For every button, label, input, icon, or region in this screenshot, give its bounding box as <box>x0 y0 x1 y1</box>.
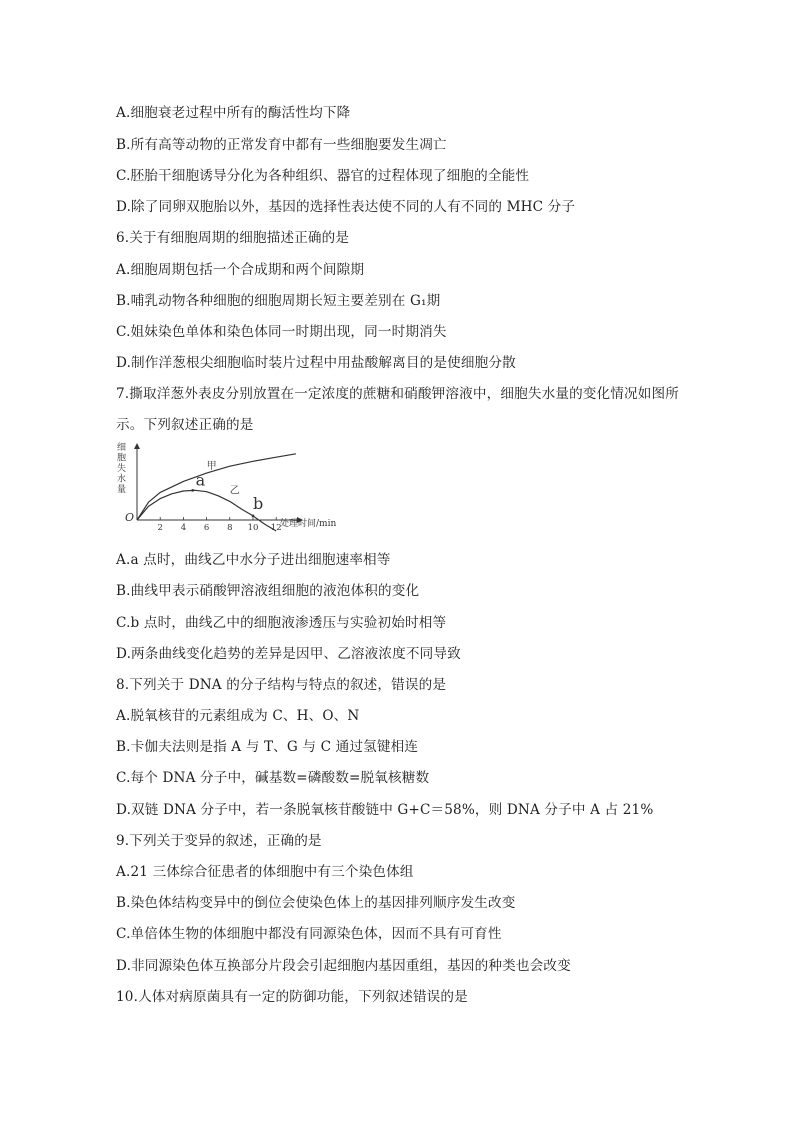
x-tick-label: 2 <box>157 523 163 533</box>
series-label-1: 甲 <box>206 461 217 473</box>
q9-option-a: A.21 三体综合征患者的体细胞中有三个染色体组 <box>116 864 414 880</box>
point-label-a: a <box>195 470 206 490</box>
q8-option-b: B.卡伽夫法则是指 A 与 T、G 与 C 通过氢键相连 <box>116 739 419 755</box>
q8-option-a: A.脱氧核苷的元素组成为 C、H、O、N <box>116 708 360 724</box>
water-loss-chart <box>112 438 362 533</box>
x-axis-label: 处理时间/min <box>280 519 337 529</box>
series-label-2: 乙 <box>229 485 240 497</box>
q6-option-b: B.哺乳动物各种细胞的细胞周期长短主要差别在 G₁期 <box>116 293 441 309</box>
q6-option-c: C.姐妹染色单体和染色体同一时期出现，同一时期消失 <box>116 324 447 340</box>
q7-stem-line2: 示。下列叙述正确的是 <box>116 417 254 433</box>
y-axis-label <box>117 442 126 495</box>
q5-option-a: A.细胞衰老过程中所有的酶活性均下降 <box>116 105 351 121</box>
x-tick-label: 10 <box>247 523 259 533</box>
q9-option-d: D.非同源染色体互换部分片段会引起细胞内基因重组，基因的种类也会改变 <box>116 958 571 974</box>
q7-option-b: B.曲线甲表示硝酸钾溶液组细胞的液泡体积的变化 <box>116 583 420 599</box>
q6-option-a: A.细胞周期包括一个合成期和两个间隙期 <box>116 262 365 278</box>
x-tick-label: 6 <box>203 523 210 533</box>
q7-option-d: D.两条曲线变化趋势的差异是因甲、乙溶液浓度不同导致 <box>116 646 461 662</box>
q9-option-b: B.染色体结构变异中的倒位会使染色体上的基因排列顺序发生改变 <box>116 895 516 911</box>
q8-stem: 8.下列关于 DNA 的分子结构与特点的叙述，错误的是 <box>116 677 447 693</box>
q8-option-c: C.每个 DNA 分子中，碱基数=磷酸数=脱氧核糖数 <box>116 770 430 786</box>
q8-option-d: D.双链 DNA 分子中，若一条脱氧核苷酸链中 G+C＝58%，则 DNA 分子中 A 占 21% <box>116 802 654 818</box>
q6-option-d: D.制作洋葱根尖细胞临时装片过程中用盐酸解离目的是使细胞分散 <box>116 355 516 371</box>
q7-option-a: A.a 点时，曲线乙中水分子进出细胞速率相等 <box>116 552 391 568</box>
q7-option-c: C.b 点时，曲线乙中的细胞液渗透压与实验初始时相等 <box>116 615 447 631</box>
point-marker-b <box>252 515 255 518</box>
point-marker-a <box>191 489 194 492</box>
y-axis-label-char: 水 <box>117 474 127 485</box>
q10-stem: 10.人体对病原菌具有一定的防御功能，下列叙述错误的是 <box>116 989 468 1005</box>
q6-stem: 6.关于有细胞周期的细胞描述正确的是 <box>116 230 350 246</box>
q5-option-b: B.所有高等动物的正常发育中都有一些细胞要发生凋亡 <box>116 137 447 153</box>
y-axis-label-char: 胞 <box>117 453 127 464</box>
y-axis-label-char: 细 <box>117 443 127 453</box>
point-label-b: b <box>253 493 264 513</box>
q9-option-c: C.单倍体生物的体细胞中都没有同源染色体，因而不具有可育性 <box>116 926 502 942</box>
origin-label: O <box>125 511 135 524</box>
x-tick-label: 12 <box>270 523 282 533</box>
q5-option-d: D.除了同卵双胞胎以外，基因的选择性表达使不同的人有不同的 MHC 分子 <box>116 199 576 215</box>
x-tick-label: 8 <box>227 523 233 533</box>
q9-stem: 9.下列关于变异的叙述，正确的是 <box>116 833 322 849</box>
q7-stem-line1: 7.撕取洋葱外表皮分别放置在一定浓度的蔗糖和硝酸钾溶液中，细胞失水量的变化情况如图所 <box>116 386 680 402</box>
y-axis-label-char: 量 <box>117 485 127 495</box>
q5-option-c: C.胚胎干细胞诱导分化为各种组织、器官的过程体现了细胞的全能性 <box>116 168 530 184</box>
x-tick-label: 4 <box>180 523 187 533</box>
y-axis-label-char: 失 <box>117 464 127 474</box>
